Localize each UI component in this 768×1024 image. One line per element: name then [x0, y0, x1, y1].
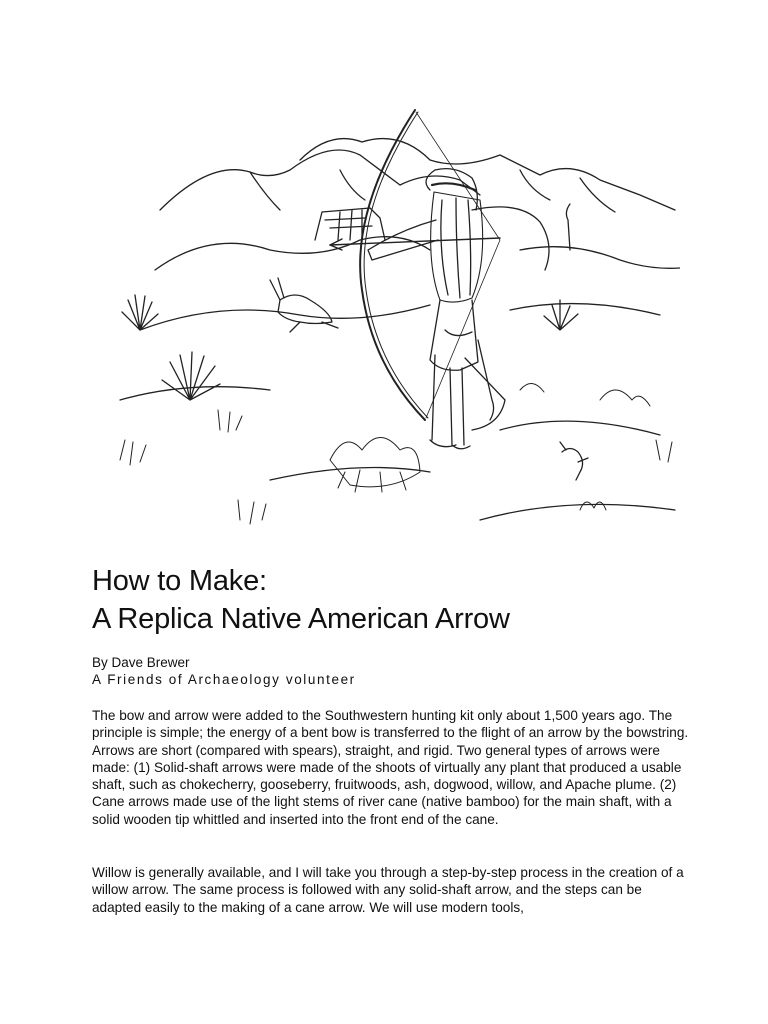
body-paragraph-2: Willow is generally available, and I will take you through a step-by-step process in the creation of a willow arrow. The same process is followed with any solid-shaft arrow, and the steps can be adapted easily to the making of a cane arrow. We will use modern tools, [92, 865, 684, 915]
byline [92, 654, 692, 688]
archer-illustration [100, 100, 680, 560]
title-line-2: A Replica Native American Arrow [92, 603, 510, 635]
mountain-range [160, 139, 675, 212]
page-title [92, 562, 712, 638]
lizard [560, 442, 588, 480]
jackrabbit [270, 278, 338, 332]
brush-and-grass [120, 383, 672, 524]
body-paragraph-1: The bow and arrow were added to the Southwestern hunting kit only about 1,500 years ago. The principle is simple; the energy of a bent bow is transferred to the flight of an arrow by the bowstring. Arrows are short (compared with spears), straight, and rigid. Two general types of arrows were made: (1) Solid-shaft arrows were made of the shoots of virtually any plant that produced a usable shaft, such as chokecherry, gooseberry, fruitwoods, ash, dogwood, willow, and Apache plume. (2) Cane arrows made use of the light stems of river cane (native bamboo) for the main shaft, with a solid wooden tip whittled and inserted into the front end of the cane. [92, 708, 689, 827]
title-line-1: How to Make: [92, 565, 267, 597]
arrow [330, 238, 500, 250]
author-name: By Dave Brewer [92, 655, 190, 670]
mesa [315, 208, 385, 240]
hills [120, 237, 680, 520]
author-affiliation: A Friends of Archaeology volunteer [92, 672, 356, 687]
archer-figure [368, 169, 549, 449]
